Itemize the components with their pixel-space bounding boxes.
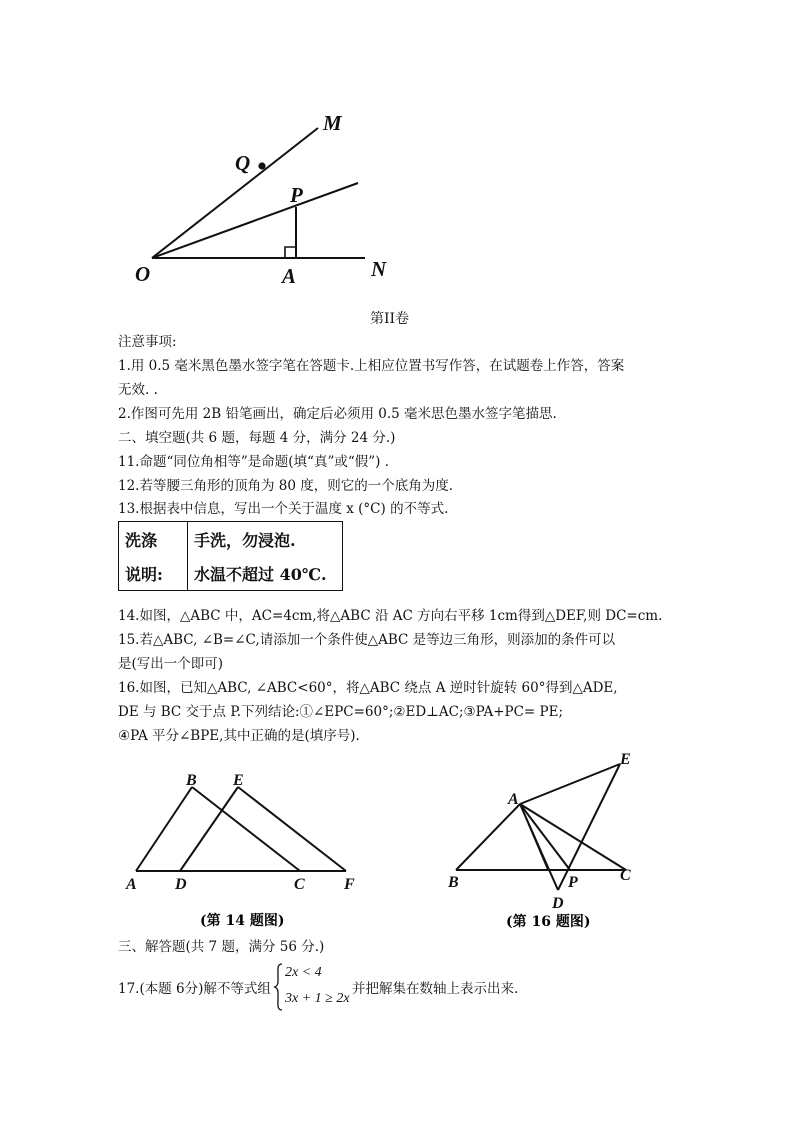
question-11: 11.命题“同位角相等”是命题(填“真”或“假”) . [118, 454, 389, 470]
label-b: B [448, 874, 459, 891]
inequality-2: 3x + 1 ≥ 2x [285, 991, 350, 1006]
table-cell: 洗涤 [119, 522, 188, 557]
table-row [119, 556, 343, 591]
question-13: 13.根据表中信息，写出一个关于温度 x (°C) 的不等式. [118, 501, 449, 517]
label-d: D [175, 876, 187, 893]
inequality-1: 2x < 4 [285, 965, 322, 980]
table-cell: 说明: [119, 556, 188, 591]
label-p: P [290, 183, 303, 207]
figure-16 [440, 748, 650, 938]
table-cell: 水温不超过 40℃. [194, 564, 327, 584]
part2-heading: 二、填空题(共 6 题，每题 4 分，满分 24 分.) [118, 430, 396, 446]
system-brace [273, 963, 283, 1011]
table-row [119, 522, 343, 557]
question-15-cont: 是(写出一个即可) [118, 656, 224, 672]
question-14: 14.如图，△ABC 中，AC=4cm,将△ABC 沿 AC 方向右平移 1cm得到△DEF,则 DC=cm. [118, 608, 663, 624]
notice-item1-cont: 无效. . [118, 382, 158, 398]
label-o: O [135, 262, 151, 286]
notice-heading: 注意事项: [118, 334, 177, 350]
label-c: C [294, 876, 305, 893]
label-a: A [282, 264, 297, 288]
label-b: B [186, 772, 197, 789]
label-e: E [620, 751, 631, 768]
label-m: M [323, 111, 342, 135]
label-n: N [371, 257, 387, 281]
angle-figure [125, 100, 395, 295]
question-15: 15.若△ABC, ∠B=∠C,请添加一个条件使△ABC 是等边三角形，则添加的条件可以 [118, 632, 616, 648]
question-17-suffix: 并把解集在数轴上表示出来. [352, 981, 519, 997]
label-a: A [508, 791, 519, 808]
notice-item1: 1.用 0.5 毫米黑色墨水签字笔在答题卡.上相应位置书写作答，在试题卷上作答，答案 [118, 358, 625, 374]
table-cell: 手洗，勿浸泡. [194, 530, 296, 550]
label-d: D [552, 895, 564, 912]
label-f: F [344, 876, 355, 893]
question-16: 16.如图，已知△ABC, ∠ABC<60°，将△ABC 绕点 A 逆时针旋转 60°得到△ADE, [118, 680, 618, 696]
label-c: C [620, 867, 631, 884]
label-a: A [126, 876, 137, 893]
part3-heading: 三、解答题(共 7 题，满分 56 分.) [118, 939, 325, 955]
question-17-prefix: 17.(本题 6分)解不等式组 [118, 981, 271, 997]
label-q: Q [235, 151, 251, 175]
question-16-cont1: DE 与 BC 交于点 P.下列结论:①∠EPC=60°;②ED⊥AC;③PA+PC= PE; [118, 704, 564, 720]
point-q [258, 162, 265, 169]
question-12: 12.若等腰三角形的顶角为 80 度，则它的一个底角为度. [118, 478, 454, 494]
section-title: 第II卷 [370, 311, 410, 327]
label-p: P [568, 874, 578, 891]
figure-14 [120, 765, 370, 935]
question-16-cont2: ④PA 平分∠BPE,其中正确的是(填序号). [118, 728, 360, 744]
label-e: E [233, 772, 244, 789]
figure-16-caption: (第 16 题图) [506, 914, 591, 930]
figure-14-caption: (第 14 题图) [200, 913, 285, 929]
notice-item2: 2.作图可先用 2B 铅笔画出，确定后必须用 0.5 毫米思色墨水签字笔描思. [118, 406, 557, 422]
laundry-info-table [118, 521, 343, 591]
